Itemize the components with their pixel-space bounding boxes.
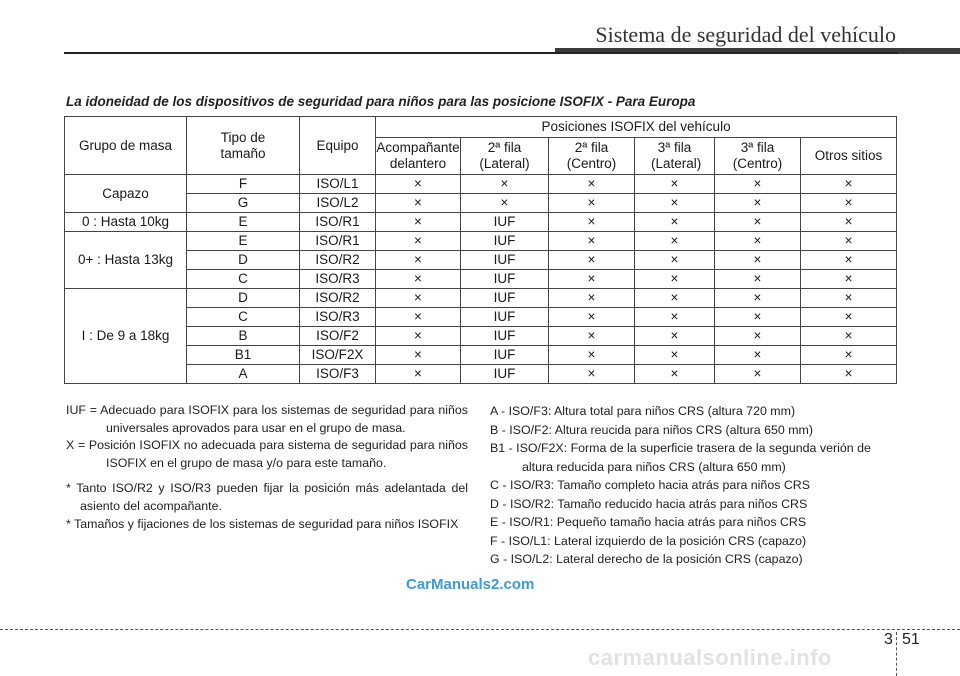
value-cell: × (801, 308, 897, 327)
mass-group-cell: Capazo (65, 175, 187, 213)
value-cell: × (549, 308, 635, 327)
value-cell: × (801, 232, 897, 251)
value-cell: × (635, 251, 715, 270)
value-cell: × (715, 232, 801, 251)
legend-notes (66, 402, 468, 472)
table-row (65, 251, 897, 270)
col-positions-header: Posiciones ISOFIX del vehículo (376, 117, 897, 138)
value-cell: IUF (461, 308, 549, 327)
value-cell: IUF (461, 213, 549, 232)
footer-watermark: carmanualsonline.info (588, 645, 832, 670)
value-cell: × (635, 289, 715, 308)
value-cell: × (549, 289, 635, 308)
value-cell: IUF (461, 232, 549, 251)
value-cell: × (376, 327, 461, 346)
value-cell: × (376, 346, 461, 365)
table-row (65, 194, 897, 213)
size-def-e: E - ISO/R1: Pequeño tamaño hacia atrás para niños CRS (490, 515, 807, 529)
equipment-cell: ISO/F3 (300, 365, 376, 384)
value-cell: × (549, 251, 635, 270)
col-equipment-header: Equipo (300, 117, 376, 175)
value-cell: × (376, 289, 461, 308)
page-chapter: 3 (884, 631, 893, 648)
sub-other: Otros sitios (801, 138, 897, 175)
value-cell: × (376, 194, 461, 213)
size-cell: C (187, 308, 300, 327)
value-cell: × (376, 213, 461, 232)
page-number: 51 (902, 631, 920, 648)
table-row (65, 308, 897, 327)
value-cell: × (801, 327, 897, 346)
size-def-d: D - ISO/R2: Tamaño reducido hacia atrás para niños CRS (490, 496, 808, 511)
sub-row3-center: 3ª fila (Centro) (715, 138, 801, 175)
size-cell: D (187, 289, 300, 308)
value-cell: × (376, 251, 461, 270)
size-def-b: B - ISO/F2: Altura reucida para niños CRS (altura 650 mm) (490, 422, 813, 437)
value-cell: × (801, 194, 897, 213)
value-cell: × (801, 346, 897, 365)
table-row (65, 327, 897, 346)
table-row (65, 232, 897, 251)
footnotes (66, 480, 468, 534)
table-row (65, 213, 897, 232)
value-cell: IUF (461, 289, 549, 308)
value-cell: IUF (461, 365, 549, 384)
size-def-f: F - ISO/L1: Lateral izquierdo de la posición CRS (capazo) (490, 533, 807, 548)
value-cell: × (549, 194, 635, 213)
value-cell: × (715, 365, 801, 384)
value-cell: × (376, 175, 461, 194)
table-row (65, 270, 897, 289)
value-cell: IUF (461, 251, 549, 270)
value-cell: × (549, 232, 635, 251)
header-title: Sistema de seguridad del vehículo (595, 22, 896, 47)
col-mass-header: Grupo de masa (65, 117, 187, 175)
value-cell: × (635, 308, 715, 327)
value-cell: × (549, 327, 635, 346)
equipment-cell: ISO/L1 (300, 175, 376, 194)
value-cell: × (549, 175, 635, 194)
size-def-c: C - ISO/R3: Tamaño completo hacia atrás para niños CRS (490, 478, 811, 492)
value-cell: × (461, 175, 549, 194)
equipment-cell: ISO/R1 (300, 213, 376, 232)
value-cell: × (635, 232, 715, 251)
value-cell: × (635, 327, 715, 346)
value-cell: × (635, 175, 715, 194)
value-cell: × (376, 232, 461, 251)
value-cell: × (801, 289, 897, 308)
size-cell: A (187, 365, 300, 384)
value-cell: × (549, 346, 635, 365)
size-cell: F (187, 175, 300, 194)
header-rule (64, 52, 898, 54)
value-cell: × (635, 365, 715, 384)
footer-rule (0, 629, 960, 630)
value-cell: × (801, 270, 897, 289)
col-size-header: Tipo de tamaño (187, 117, 300, 175)
sub-row2-lateral: 2ª fila (Lateral) (461, 138, 549, 175)
equipment-cell: ISO/F2X (300, 346, 376, 365)
mass-group-cell: 0 : Hasta 10kg (65, 213, 187, 232)
equipment-cell: ISO/R3 (300, 270, 376, 289)
value-cell: × (549, 213, 635, 232)
mass-group-cell: 0+ : Hasta 13kg (65, 232, 187, 289)
equipment-cell: ISO/R1 (300, 232, 376, 251)
value-cell: × (715, 346, 801, 365)
size-cell: B1 (187, 346, 300, 365)
value-cell: × (715, 194, 801, 213)
value-cell: × (635, 194, 715, 213)
value-cell: IUF (461, 346, 549, 365)
value-cell: × (715, 308, 801, 327)
table-row (65, 175, 897, 194)
mass-group-cell: I : De 9 a 18kg (65, 289, 187, 384)
size-def-b1: B1 - ISO/F2X: Forma de la superficie trasera de la segunda verión de altura reducida para niños CRS (altura 650 mm) (490, 441, 871, 474)
value-cell: × (549, 270, 635, 289)
value-cell: × (715, 327, 801, 346)
sub-row3-lateral: 3ª fila (Lateral) (635, 138, 715, 175)
value-cell: × (549, 365, 635, 384)
value-cell: × (635, 346, 715, 365)
size-cell: E (187, 213, 300, 232)
value-cell: × (801, 213, 897, 232)
value-cell: × (801, 365, 897, 384)
value-cell: × (635, 213, 715, 232)
size-cell: G (187, 194, 300, 213)
size-def-g: G - ISO/L2: Lateral derecho de la posición CRS (capazo) (490, 552, 803, 566)
value-cell: × (801, 251, 897, 270)
value-cell: × (715, 175, 801, 194)
value-cell: × (715, 289, 801, 308)
note-iuf: IUF = Adecuado para ISOFIX para los sistemas de seguridad para niños universales aprovados para usar en el grupo de masa. (66, 403, 468, 435)
equipment-cell: ISO/R2 (300, 251, 376, 270)
watermark-link[interactable]: CarManuals2.com (406, 576, 535, 593)
value-cell: × (461, 194, 549, 213)
sub-row2-center: 2ª fila (Centro) (549, 138, 635, 175)
table-row (65, 365, 897, 384)
table-row (65, 346, 897, 365)
footnote-sizes: * Tamaños y fijaciones de los sistemas de seguridad para niños ISOFIX (66, 517, 459, 531)
sub-front: Acompañante delantero (376, 138, 461, 175)
size-cell: B (187, 327, 300, 346)
value-cell: × (376, 308, 461, 327)
equipment-cell: ISO/F2 (300, 327, 376, 346)
size-definitions (490, 402, 898, 569)
page-separator (896, 632, 897, 676)
value-cell: × (376, 270, 461, 289)
isofix-table (64, 116, 897, 384)
value-cell: × (715, 213, 801, 232)
equipment-cell: ISO/R3 (300, 308, 376, 327)
size-cell: C (187, 270, 300, 289)
value-cell: × (715, 270, 801, 289)
value-cell: × (635, 270, 715, 289)
value-cell: × (715, 251, 801, 270)
equipment-cell: ISO/L2 (300, 194, 376, 213)
footnote-r2-r3: * Tanto ISO/R2 y ISO/R3 pueden fijar la posición más adelantada del asiento del acompañante. (66, 481, 468, 513)
table-row (65, 289, 897, 308)
note-x: X = Posición ISOFIX no adecuada para sistema de seguridad para niños ISOFIX en el grupo de masa y/o para este tamaño. (66, 438, 468, 470)
value-cell: IUF (461, 327, 549, 346)
value-cell: × (376, 365, 461, 384)
section-title: La idoneidad de los dispositivos de seguridad para niños para las posicione ISOFIX - Para Europa (66, 94, 696, 109)
equipment-cell: ISO/R2 (300, 289, 376, 308)
value-cell: IUF (461, 270, 549, 289)
size-def-a: A - ISO/F3: Altura total para niños CRS (altura 720 mm) (490, 404, 796, 418)
size-cell: D (187, 251, 300, 270)
size-cell: E (187, 232, 300, 251)
value-cell: × (801, 175, 897, 194)
